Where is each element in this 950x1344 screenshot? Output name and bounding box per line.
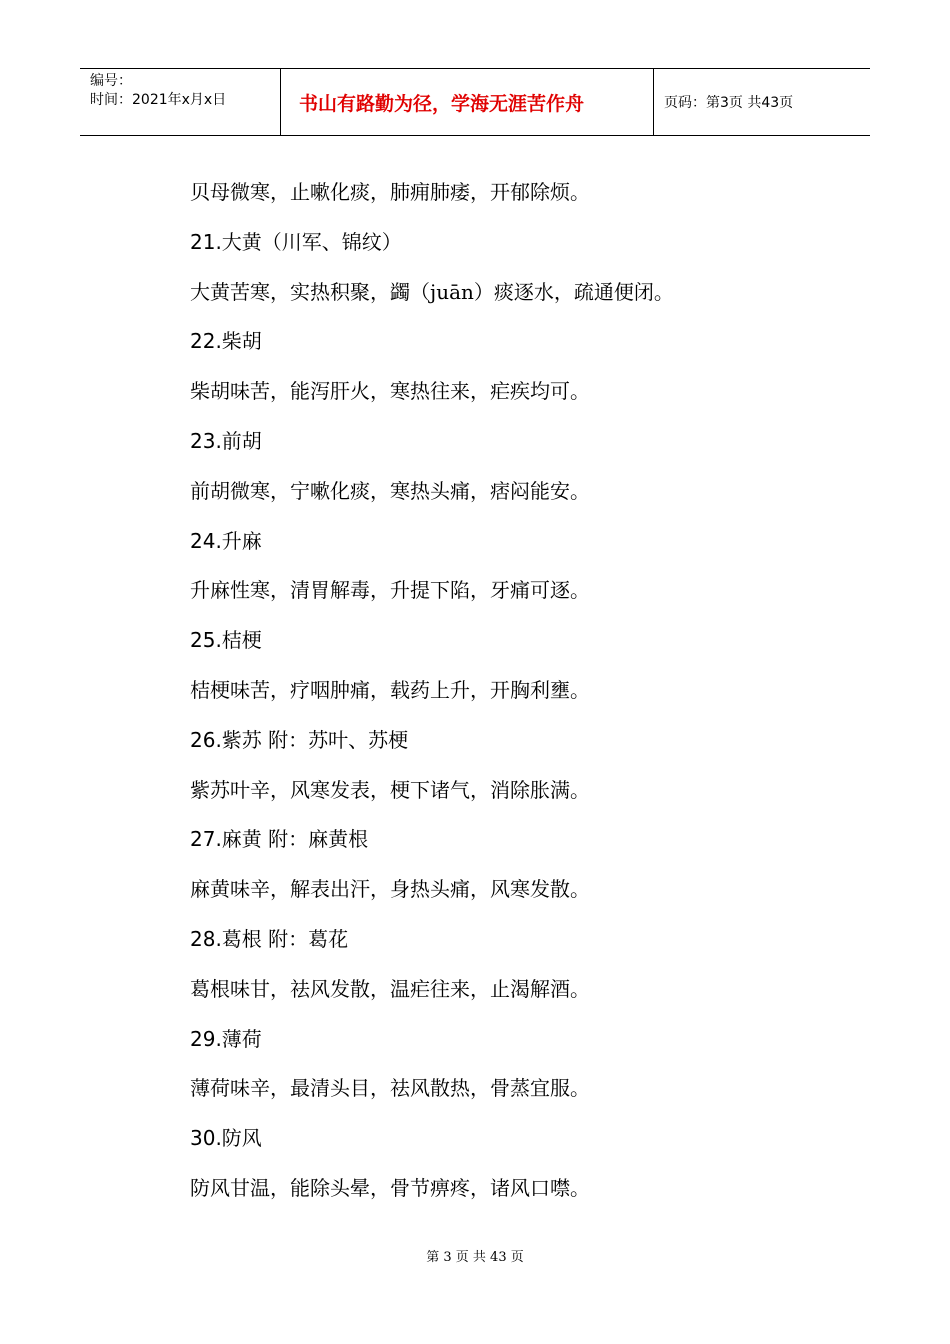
herb-verse: 贝母微寒，止嗽化痰，肺痈肺痿，开郁除烦。: [190, 180, 590, 204]
herb-heading: 28.葛根 附：葛花: [190, 926, 349, 951]
herb-verse: 薄荷味辛，最清头目，祛风散热，骨蒸宜服。: [190, 1076, 590, 1101]
herb-verse: 柴胡味苦，能泻肝火，寒热往来，疟疾均可。: [190, 379, 590, 404]
herb-verse: 桔梗味苦，疗咽肿痛，载药上升，开胸利壅。: [190, 677, 590, 702]
document-date-label: 时间：2021年x月x日: [90, 92, 227, 108]
herb-heading: 22.柴胡: [190, 329, 262, 354]
page-footer: 第 3 页 共 43 页: [426, 1250, 524, 1265]
document-body: [190, 168, 890, 1214]
herb-heading: 24.升麻: [190, 528, 262, 553]
herb-verse: 紫苏叶辛，风寒发表，梗下诸气，消除胀满。: [190, 777, 590, 802]
herb-verse: 葛根味甘，祛风发散，温疟往来，止渴解酒。: [190, 976, 590, 1001]
header-meta: [80, 69, 281, 135]
page-header: [80, 68, 870, 136]
document-number-label: 编号：: [90, 73, 132, 89]
herb-heading: 25.桔梗: [190, 628, 262, 653]
herb-verse: 防风甘温，能除头晕，骨节痹疼，诸风口噤。: [190, 1175, 590, 1200]
herb-heading: 21.大黄（川军、锦纹）: [190, 229, 402, 254]
herb-heading: 26.紫苏 附：苏叶、苏梗: [190, 727, 409, 752]
herb-heading: 29.薄荷: [190, 1026, 262, 1051]
herb-verse: 升麻性寒，清胃解毒，升提下陷，牙痛可逐。: [190, 578, 590, 603]
header-page-info: 页码：第3页 共43页: [664, 95, 794, 111]
herb-heading: 27.麻黄 附：麻黄根: [190, 827, 369, 852]
herb-verse: 麻黄味辛，解表出汗，身热头痛，风寒发散。: [190, 877, 590, 902]
herb-heading: 30.防风: [190, 1126, 262, 1151]
header-motto: 书山有路勤为径，学海无涯苦作舟: [281, 69, 654, 135]
herb-verse: 前胡微寒，宁嗽化痰，寒热头痛，痞闷能安。: [190, 478, 590, 503]
herb-verse: 大黄苦寒，实热积聚，蠲（juān）痰逐水，疏通便闭。: [190, 279, 674, 304]
herb-heading: 23.前胡: [190, 428, 262, 453]
